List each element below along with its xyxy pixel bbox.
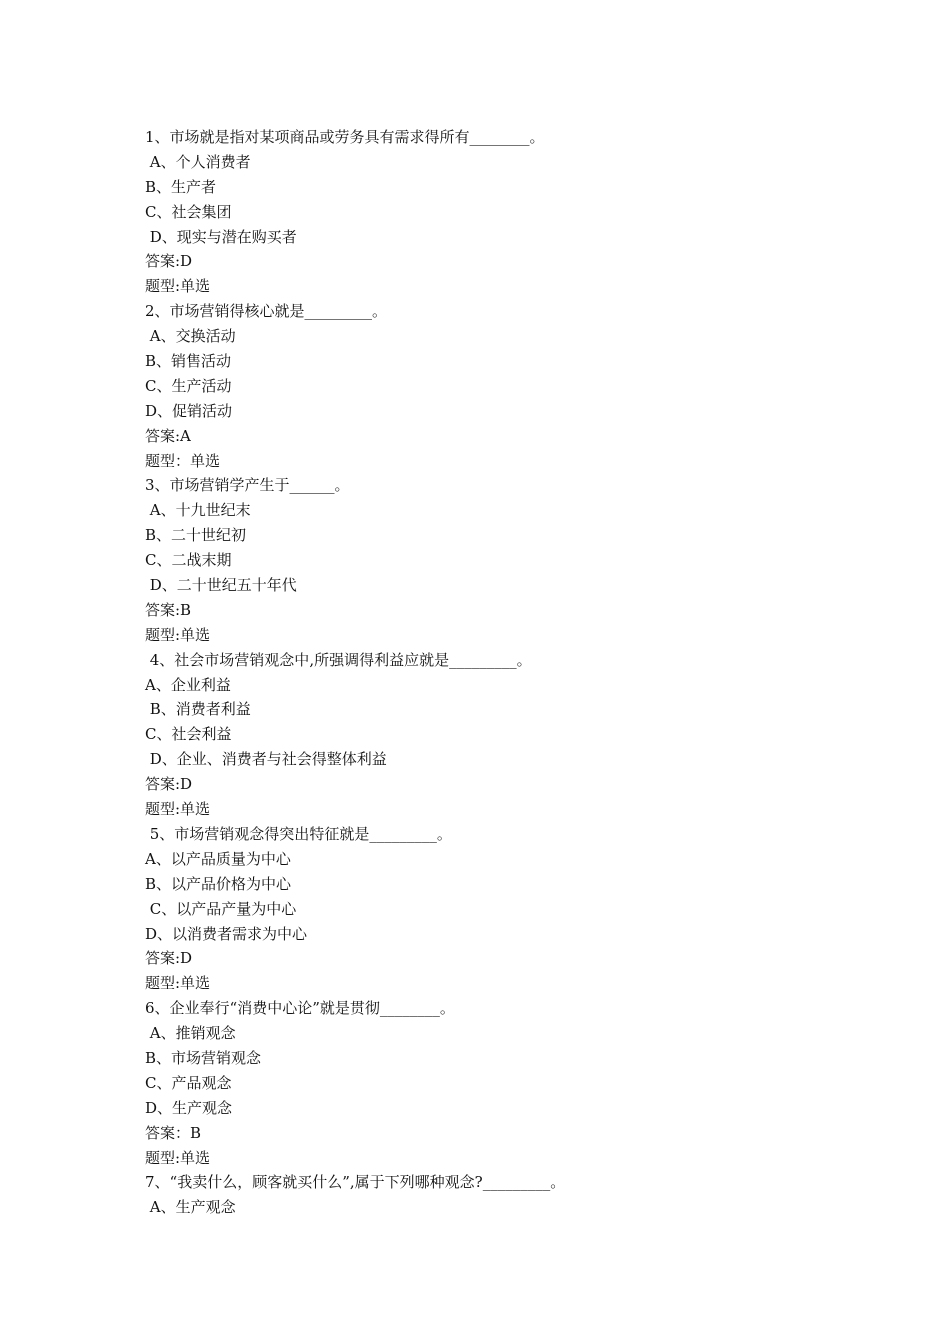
text-line: A、生产观念: [145, 1198, 236, 1217]
text-line: 答案:D: [145, 252, 193, 271]
text-line: 1、市场就是指对某项商品或劳务具有需求得所有________。: [145, 128, 545, 146]
text-line: B、销售活动: [145, 352, 232, 371]
text-line: A、企业利益: [145, 675, 231, 694]
text-line: 题型:单选: [145, 1148, 211, 1167]
text-line: C、产品观念: [145, 1073, 232, 1092]
text-line: B、市场营销观念: [145, 1048, 262, 1067]
text-line: D、促销活动: [145, 401, 233, 420]
text-line: C、二战末期: [145, 551, 232, 570]
text-line: 3、市场营销学产生于______。: [145, 476, 350, 495]
text-line: A、以产品质量为中心: [145, 849, 291, 868]
text-line: 题型:单选: [145, 625, 211, 644]
text-line: 答案:A: [145, 426, 191, 445]
text-line: B、以产品价格为中心: [145, 874, 292, 893]
text-line: D、生产观念: [145, 1098, 233, 1117]
text-line: D、二十世纪五十年代: [145, 576, 297, 595]
text-line: 题型:单选: [145, 800, 211, 819]
text-line: C、以产品产量为中心: [145, 899, 297, 918]
text-line: A、十九世纪末: [145, 501, 251, 520]
text-line: 题型：单选: [145, 451, 221, 470]
text-line: 答案:D: [145, 949, 193, 968]
text-line: B、消费者利益: [145, 700, 251, 719]
text-line: A、交换活动: [145, 327, 236, 346]
text-line: C、生产活动: [145, 376, 232, 395]
text-line: 题型:单选: [145, 277, 211, 296]
text-line: A、个人消费者: [145, 152, 251, 171]
text-line: 答案:B: [145, 600, 192, 619]
text-line: 4、社会市场营销观念中,所强调得利益应就是_________。: [145, 650, 532, 669]
text-line: B、生产者: [145, 177, 217, 196]
text-line: 5、市场营销观念得突出特征就是_________。: [145, 824, 452, 843]
text-line: 答案:D: [145, 775, 193, 794]
question-list: [145, 125, 845, 1220]
text-line: 7、“我卖什么，顾客就买什么”,属于下列哪种观念?_________。: [145, 1173, 566, 1192]
text-line: D、企业、消费者与社会得整体利益: [145, 750, 387, 769]
text-line: A、推销观念: [145, 1024, 236, 1043]
text-line: 答案：B: [145, 1123, 202, 1142]
text-line: 6、企业奉行“消费中心论”就是贯彻________。: [145, 999, 455, 1018]
text-line: C、社会集团: [145, 202, 232, 221]
text-line: 2、市场营销得核心就是_________。: [145, 302, 388, 321]
text-line: B、二十世纪初: [145, 526, 247, 545]
text-line: C、社会利益: [145, 725, 232, 744]
text-line: D、现实与潜在购买者: [145, 227, 297, 246]
text-line: 题型:单选: [145, 974, 211, 993]
text-line: D、以消费者需求为中心: [145, 924, 308, 943]
